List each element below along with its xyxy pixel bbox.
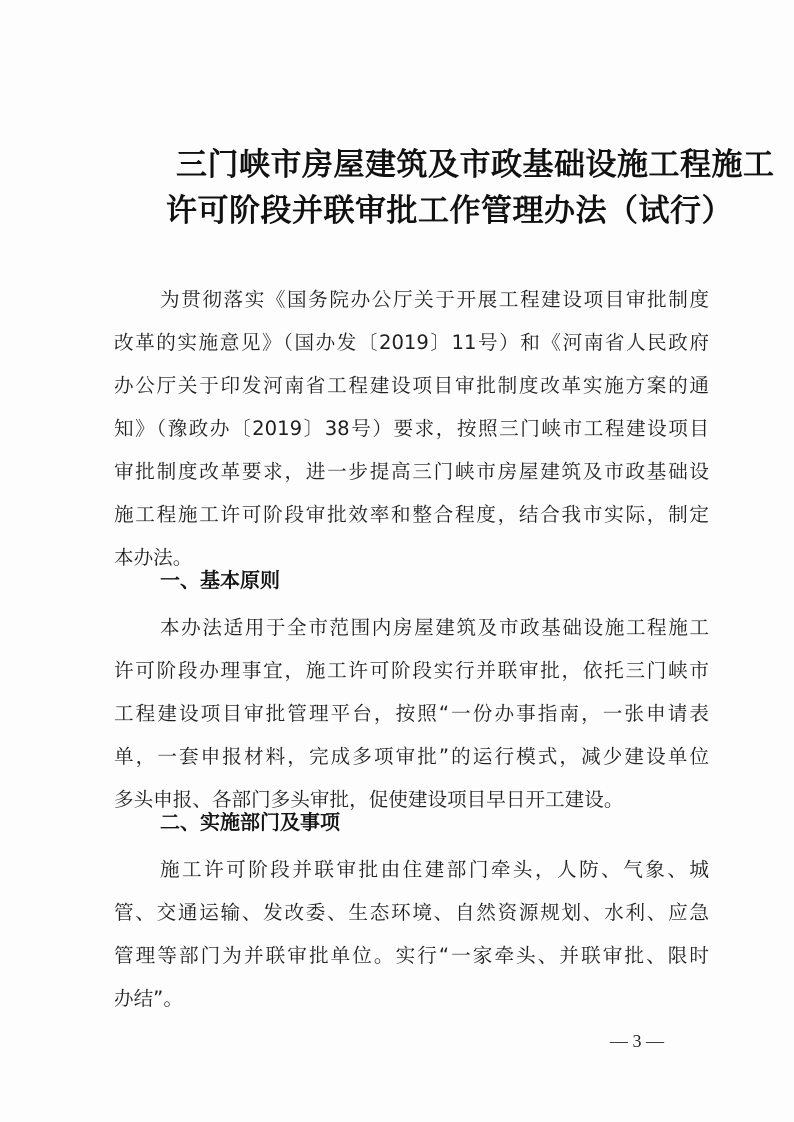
title-line-1: 三门峡市房屋建筑及市政基础设施工程施工 — [176, 147, 775, 183]
paragraph-line: 改革的实施意见》（国办发〔2019〕11号）和《河南省人民政府 — [114, 331, 709, 354]
paragraph-line: 工程建设项目审批管理平台，按照“一份办事指南，一张申请表 — [114, 702, 709, 725]
paragraph-line: 审批制度改革要求，进一步提高三门峡市房屋建筑及市政基础设 — [114, 460, 709, 483]
section-heading-basic-principles: 一、基本原则 — [160, 568, 280, 592]
paragraph-line: 办结”。 — [114, 987, 183, 1010]
paragraph-line: 知》（豫政办〔2019〕38号）要求，按照三门峡市工程建设项目 — [114, 417, 709, 440]
paragraph-line: 多头申报、各部门多头审批，促使建设项目早日开工建设。 — [114, 788, 624, 811]
paragraph-line: 管理等部门为并联审批单位。实行“一家牵头、并联审批、限时 — [114, 944, 709, 967]
paragraph-line: 单，一套申报材料，完成多项审批”的运行模式，减少建设单位 — [114, 745, 709, 768]
paragraph-line: 施工许可阶段并联审批由住建部门牵头，人防、气象、城 — [160, 858, 709, 881]
paragraph-line: 本办法。 — [114, 546, 193, 569]
page-number: — 3 — — [610, 1031, 664, 1051]
title-line-2: 许可阶段并联审批工作管理办法（试行） — [166, 193, 733, 229]
paragraph-line: 办公厅关于印发河南省工程建设项目审批制度改革实施方案的通 — [114, 374, 709, 397]
paragraph-line: 施工程施工许可阶段审批效率和整合程度，结合我市实际，制定 — [114, 503, 709, 526]
paragraph-line: 许可阶段办理事宜，施工许可阶段实行并联审批，依托三门峡市 — [114, 659, 709, 682]
paragraph-line: 为贯彻落实《国务院办公厅关于开展工程建设项目审批制度 — [160, 288, 709, 311]
paragraph-line: 管、交通运输、发改委、生态环境、自然资源规划、水利、应急 — [114, 901, 709, 924]
paragraph-line: 本办法适用于全市范围内房屋建筑及市政基础设施工程施工 — [160, 616, 709, 639]
section-heading-departments-and-items: 二、实施部门及事项 — [160, 810, 340, 834]
